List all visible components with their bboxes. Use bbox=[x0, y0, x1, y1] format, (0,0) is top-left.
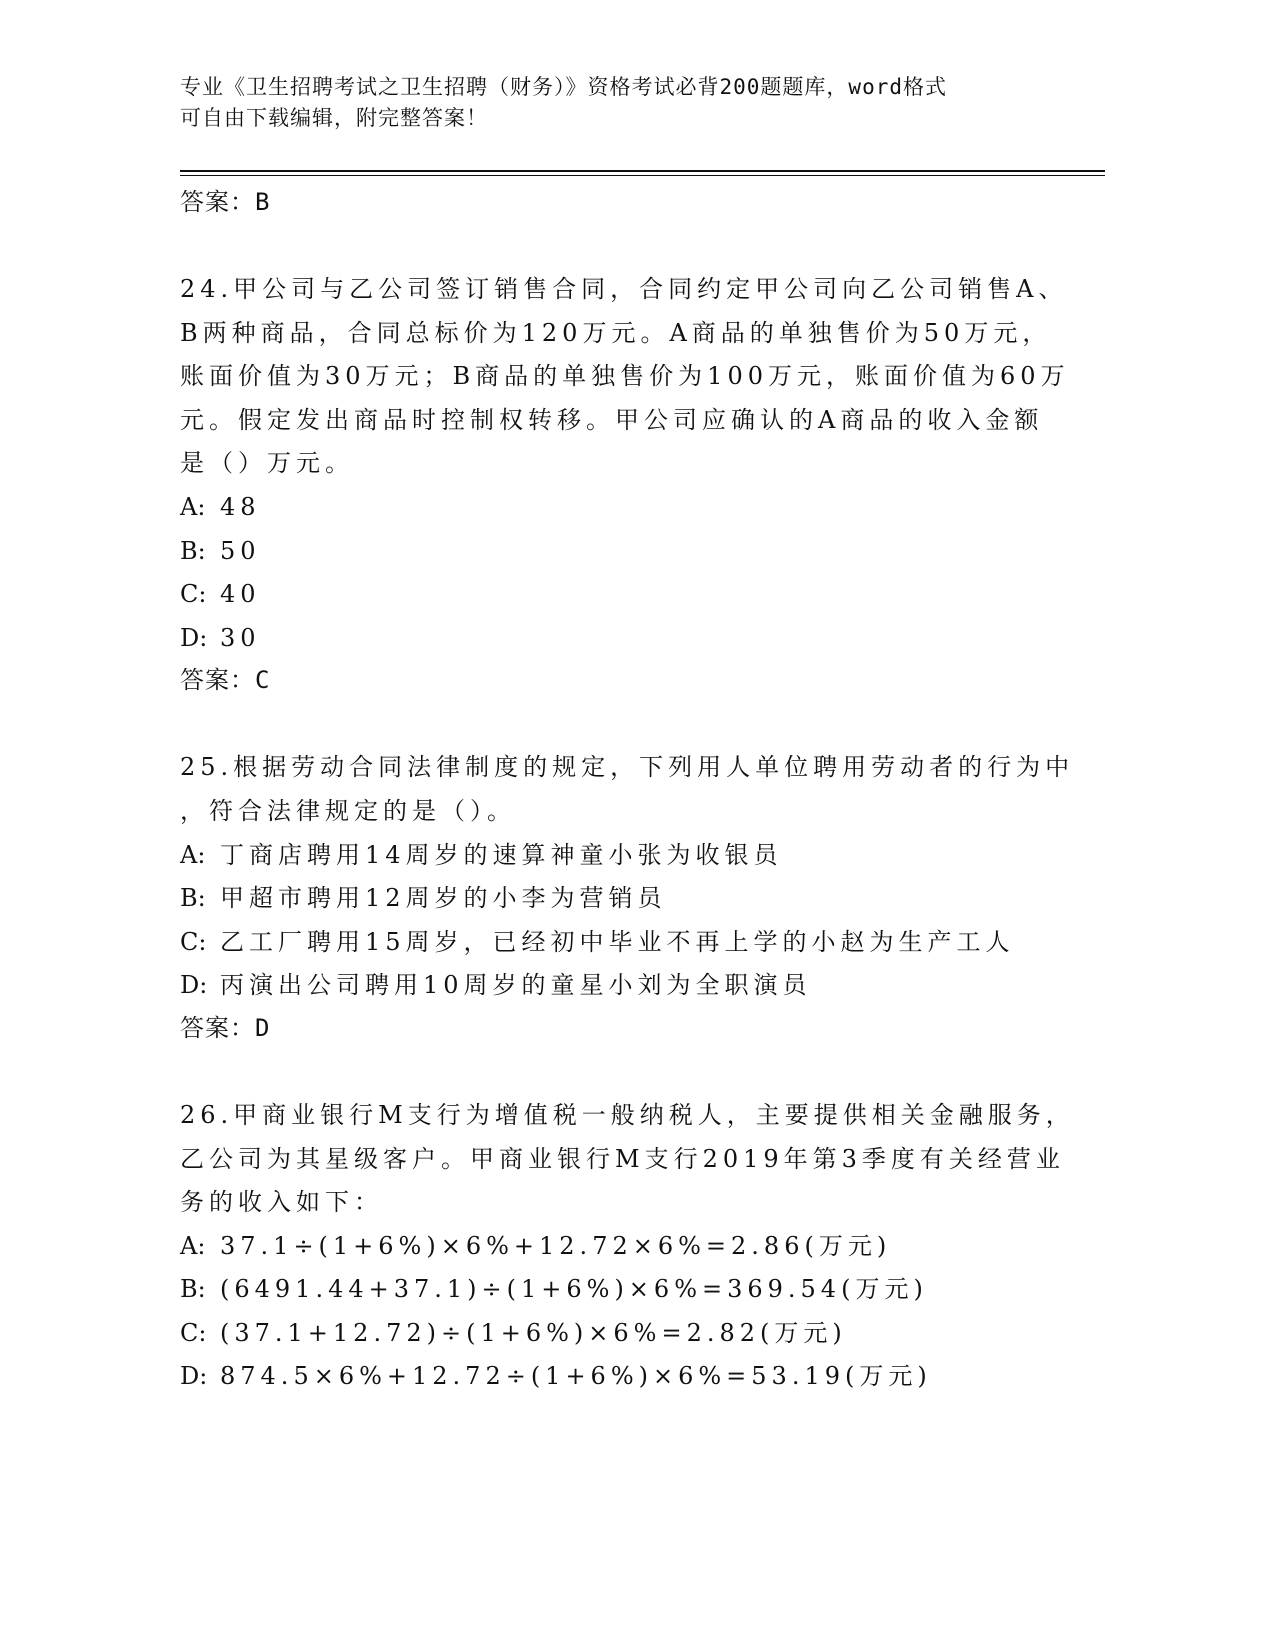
answer-line: 答案：B bbox=[180, 188, 271, 216]
option-label: D: bbox=[180, 971, 208, 1000]
answer-line: 答案：D bbox=[180, 1013, 271, 1042]
option-text: (6491.44+37.1)÷(1+6%)×6%=369.54(万元) bbox=[220, 1275, 928, 1304]
option-label: D: bbox=[180, 623, 208, 652]
question-text-line: 务的收入如下： bbox=[180, 1188, 383, 1217]
option-text: 50 bbox=[220, 536, 261, 565]
option-text: 874.5×6%+12.72÷(1+6%)×6%=53.19(万元) bbox=[220, 1362, 932, 1391]
question-text-line: 是（）万元。 bbox=[180, 449, 354, 478]
option-text: 48 bbox=[220, 492, 261, 521]
document-header bbox=[180, 72, 1040, 134]
option-text: 30 bbox=[220, 623, 261, 652]
option-b bbox=[180, 530, 1080, 574]
question-text-line: 25.根据劳动合同法律制度的规定，下列用人单位聘用劳动者的行为中 bbox=[180, 753, 1075, 782]
option-label: C: bbox=[180, 927, 207, 956]
question-text-line: 乙公司为其星级客户。甲商业银行M支行2019年第3季度有关经营业 bbox=[180, 1144, 1065, 1173]
option-text: 乙工厂聘用15周岁，已经初中毕业不再上学的小赵为生产工人 bbox=[220, 927, 1015, 956]
option-label: D: bbox=[180, 1362, 208, 1391]
option-a bbox=[180, 834, 1080, 878]
option-label: B: bbox=[180, 1275, 206, 1304]
option-label: A: bbox=[180, 492, 206, 521]
option-label: B: bbox=[180, 536, 206, 565]
option-a bbox=[180, 486, 1080, 530]
option-text: (37.1+12.72)÷(1+6%)×6%=2.82(万元) bbox=[220, 1318, 847, 1347]
option-c bbox=[180, 1312, 1080, 1356]
question-text-line: B两种商品，合同总标价为120万元。A商品的单独售价为50万元， bbox=[180, 318, 1052, 347]
header-title-line-1: 专业《卫生招聘考试之卫生招聘（财务）》资格考试必背200题题库，word格式 bbox=[180, 75, 947, 99]
header-divider-thick bbox=[180, 170, 1105, 172]
option-b bbox=[180, 1268, 1080, 1312]
option-label: C: bbox=[180, 1318, 207, 1347]
question-text-line: ，符合法律规定的是（）。 bbox=[180, 796, 516, 825]
question-25 bbox=[180, 746, 1080, 1048]
question-list bbox=[180, 182, 1080, 1399]
option-d bbox=[180, 964, 1080, 1008]
option-text: 40 bbox=[220, 580, 261, 609]
option-label: C: bbox=[180, 580, 207, 609]
header-title-line-2: 可自由下载编辑，附完整答案！ bbox=[180, 106, 488, 130]
question-text-line: 账面价值为30万元；B商品的单独售价为100万元，账面价值为60万 bbox=[180, 362, 1070, 391]
option-a bbox=[180, 1225, 1080, 1269]
option-c bbox=[180, 921, 1080, 965]
question-text-line: 24.甲公司与乙公司签订销售合同，合同约定甲公司向乙公司销售A、 bbox=[180, 275, 1068, 303]
option-text: 甲超市聘用12周岁的小李为营销员 bbox=[220, 884, 667, 913]
option-label: A: bbox=[180, 1231, 206, 1260]
question-text-line: 26.甲商业银行M支行为增值税一般纳税人，主要提供相关金融服务， bbox=[180, 1100, 1075, 1129]
header-divider-thin bbox=[180, 175, 1105, 176]
question-24 bbox=[180, 268, 1080, 700]
option-text: 丙演出公司聘用10周岁的童星小刘为全职演员 bbox=[220, 971, 812, 1000]
option-label: B: bbox=[180, 884, 206, 913]
option-text: 37.1÷(1+6%)×6%+12.72×6%=2.86(万元) bbox=[220, 1231, 892, 1260]
question-26 bbox=[180, 1094, 1080, 1399]
option-b bbox=[180, 877, 1080, 921]
option-label: A: bbox=[180, 840, 206, 869]
question-text-line: 元。假定发出商品时控制权转移。甲公司应确认的A商品的收入金额 bbox=[180, 405, 1044, 434]
option-text: 丁商店聘用14周岁的速算神童小张为收银员 bbox=[220, 840, 783, 869]
answer-line: 答案：C bbox=[180, 666, 271, 695]
option-d bbox=[180, 617, 1080, 661]
option-d bbox=[180, 1355, 1080, 1399]
option-c bbox=[180, 573, 1080, 617]
